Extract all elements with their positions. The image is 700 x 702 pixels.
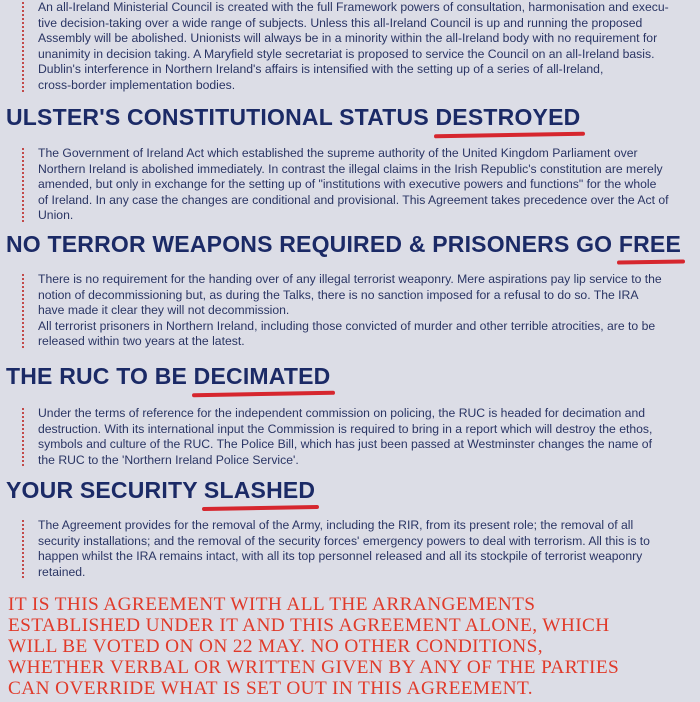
paragraph-line: amended, but only in exchange for the setting up of "institutions with executive powers and functions" for the whole	[38, 177, 657, 192]
paragraph-line: Under the terms of reference for the independent commission on policing, the RUC is headed for decimation and	[38, 406, 646, 420]
paragraph-line: The Government of Ireland Act which established the supreme authority of the United Kingdom Parliament over	[38, 146, 638, 160]
final-line: WHETHER VERBAL OR WRITTEN GIVEN BY ANY OF THE PARTIES	[8, 657, 620, 678]
intro-line: unanimity in decision taking. A Maryfield style secretariat is proposed to service the Council on an all-Ireland basis.	[38, 46, 655, 61]
paragraph-line: happen whilst the IRA remains intact, with all its top personnel released and all its stockpile of terrorist weaponry	[38, 549, 643, 564]
intro-line: cross-border implementation bodies.	[38, 77, 236, 92]
paragraph-line: Northern Ireland is abolished immediately. In contrast the illegal claims in the Irish Republic's constitution are merely	[38, 161, 663, 176]
heading-ruc-decimated	[6, 363, 331, 390]
heading-text: YOUR SECURITY	[6, 477, 204, 503]
paragraph-line: There is no requirement for the handing over of any illegal terrorist weaponry. Mere aspirations pay lip service to the	[38, 272, 662, 286]
heading-underlined-word: FREE	[618, 231, 682, 257]
paragraph-line: security installations; and the removal of the security forces' emergency powers to deal with terrorism. All this is to	[38, 533, 650, 548]
heading-text: NO TERROR WEAPONS REQUIRED & PRISONERS GO	[6, 231, 619, 257]
final-statement	[8, 594, 698, 699]
paragraph-line: Union.	[38, 208, 74, 223]
paragraph-line: destruction. With its international input the Commission is required to bring in a report which will destroy the ethos,	[38, 421, 653, 436]
paragraph-line: the RUC to the 'Northern Ireland Police Service'.	[38, 452, 299, 467]
terror-weapons-paragraph	[22, 272, 688, 350]
paragraph-line: retained.	[38, 564, 86, 579]
paragraph-line: have made it clear they will not decommission.	[38, 303, 290, 318]
paragraph-line: of Ireland. In any case the changes are conditional and provisional. This Agreement takes precedence over the Act of	[38, 192, 669, 207]
heading-underlined-word: DECIMATED	[193, 363, 331, 389]
paragraph-line: The Agreement provides for the removal of the Army, including the RIR, from its present role; the removal of all	[38, 518, 634, 532]
intro-line: Assembly will be abolished. Unionists will always be in a minority within the all-Ireland body with no requirement for	[38, 31, 658, 46]
security-slashed-paragraph	[22, 518, 688, 580]
intro-line: Dublin's interference in Northern Ireland's affairs is intensified with the setting up of a series of all-Ireland,	[38, 62, 604, 77]
heading-underlined-word: DESTROYED	[435, 104, 581, 130]
paragraph-line: symbols and culture of the RUC. The Police Bill, which has just been passed at Westminster changes the name of	[38, 437, 652, 452]
paragraph-line: All terrorist prisoners in Northern Ireland, including those convicted of murder and other terrible atrocities, are to be	[38, 318, 656, 333]
ruc-decimated-paragraph	[22, 406, 688, 468]
heading-constitutional-status	[6, 104, 580, 131]
final-line: WILL BE VOTED ON ON 22 MAY. NO OTHER CONDITIONS,	[8, 636, 543, 657]
heading-underlined-word: SLASHED	[203, 477, 316, 503]
final-line: ESTABLISHED UNDER IT AND THIS AGREEMENT ALONE, WHICH	[8, 615, 610, 636]
intro-line: An all-Ireland Ministerial Council is created with the full Framework powers of consultation, harmonisation and execu-	[38, 0, 669, 14]
heading-terror-weapons	[6, 231, 681, 258]
heading-security-slashed	[6, 477, 315, 504]
intro-line: tive decision-taking over a wide range of subjects. Unless this all-Ireland Council is up and running the proposed	[38, 15, 643, 30]
paragraph-line: released within two years at the latest.	[38, 334, 245, 349]
constitutional-status-paragraph	[22, 146, 688, 224]
paragraph-line: notion of decommissioning but, as during the Talks, there is no sanction imposed for a refusal to do so. The IRA	[38, 287, 639, 302]
heading-text: ULSTER'S CONSTITUTIONAL STATUS	[6, 104, 436, 130]
final-line: IT IS THIS AGREEMENT WITH ALL THE ARRANGEMENTS	[8, 594, 536, 615]
intro-paragraph	[22, 0, 688, 94]
final-line: CAN OVERRIDE WHAT IS SET OUT IN THIS AGREEMENT.	[8, 678, 533, 699]
heading-text: THE RUC TO BE	[6, 363, 194, 389]
